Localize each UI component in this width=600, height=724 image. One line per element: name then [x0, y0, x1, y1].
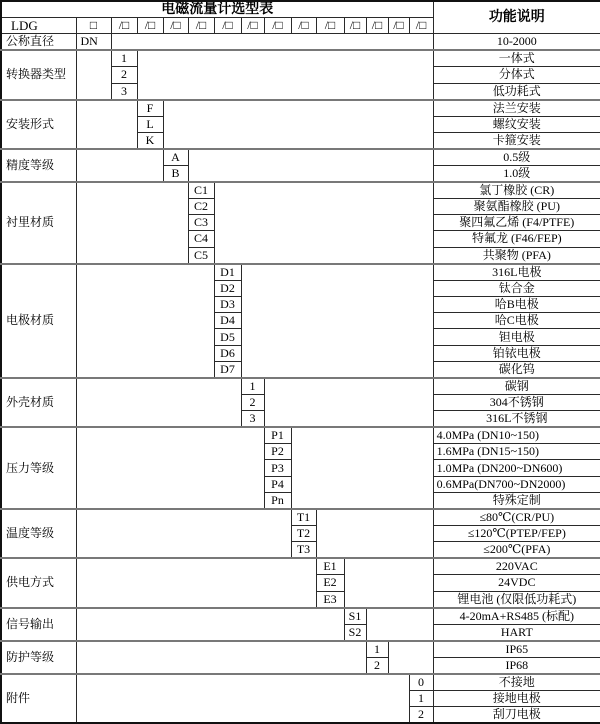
empty-right-span [366, 608, 433, 641]
empty-right-span [291, 427, 433, 509]
code-cell: B [163, 165, 188, 182]
code-cell: P2 [264, 444, 291, 460]
func-value: 哈B电极 [433, 296, 600, 312]
func-value: IP68 [433, 657, 600, 674]
func-value: 钽电极 [433, 329, 600, 345]
empty-left-span [76, 558, 316, 607]
code-cell: K [137, 132, 163, 149]
code-cell: D6 [214, 345, 241, 361]
empty-right-span [344, 558, 433, 607]
model-slot: /□ [366, 18, 388, 34]
empty-left-span [76, 427, 264, 509]
func-value: 1.0MPa (DN200~DN600) [433, 460, 600, 476]
code-cell: T3 [291, 542, 316, 559]
func-value: 304不锈钢 [433, 394, 600, 410]
func-header: 功能说明 [433, 1, 600, 34]
empty-right-span [264, 378, 433, 427]
func-value: 接地电极 [433, 690, 600, 706]
code-cell: P1 [264, 427, 291, 444]
empty-right-span [388, 641, 433, 674]
row-label: 衬里材质 [1, 182, 76, 264]
row-label: 精度等级 [1, 149, 76, 182]
func-value: 哈C电极 [433, 313, 600, 329]
model-slot: /□ [344, 18, 366, 34]
code-cell: C3 [188, 215, 214, 231]
empty-right-span [188, 149, 433, 182]
model-slot: /□ [163, 18, 188, 34]
empty-left-span [76, 264, 214, 378]
code-cell: C5 [188, 247, 214, 264]
model-slot: /□ [214, 18, 241, 34]
code-cell: A [163, 149, 188, 166]
func-value: 法兰安装 [433, 100, 600, 117]
code-cell: T2 [291, 525, 316, 541]
code-cell: C2 [188, 198, 214, 214]
row-label: 温度等级 [1, 509, 76, 558]
model-slot: /□ [264, 18, 291, 34]
model-box: □ [76, 18, 111, 34]
code-cell: T1 [291, 509, 316, 526]
func-value: 共聚物 (PFA) [433, 247, 600, 264]
func-value: 一体式 [433, 50, 600, 67]
func-value: 聚氨酯橡胶 (PU) [433, 198, 600, 214]
func-value: 分体式 [433, 67, 600, 83]
model-prefix: LDG [1, 18, 76, 34]
code-cell: 1 [409, 690, 433, 706]
code-cell: D7 [214, 361, 241, 378]
func-value: 钛合金 [433, 280, 600, 296]
code-cell: 3 [241, 411, 264, 428]
code-cell: 0 [409, 674, 433, 691]
code-cell: P3 [264, 460, 291, 476]
empty-right-span [316, 509, 433, 558]
code-cell: 2 [111, 67, 137, 83]
empty-left-span [76, 100, 137, 149]
func-value: 1.6MPa (DN15~150) [433, 444, 600, 460]
dn-empty-span [111, 34, 433, 51]
code-cell: S2 [344, 624, 366, 641]
empty-left-span [76, 509, 291, 558]
func-value: 0.5级 [433, 149, 600, 166]
func-value: 螺纹安装 [433, 116, 600, 132]
row-label: 信号输出 [1, 608, 76, 641]
code-cell: C1 [188, 182, 214, 199]
func-value: 特氟龙 (F46/FEP) [433, 231, 600, 247]
empty-left-span [76, 50, 111, 99]
empty-left-span [76, 608, 344, 641]
func-value: IP65 [433, 641, 600, 658]
code-cell: D3 [214, 296, 241, 312]
empty-right-span [214, 182, 433, 264]
empty-left-span [76, 378, 241, 427]
func-value: 24VDC [433, 575, 600, 591]
dn-code: DN [76, 34, 111, 51]
empty-left-span [76, 641, 366, 674]
func-value: 特殊定制 [433, 492, 600, 509]
empty-left-span [76, 182, 188, 264]
func-value: 氯丁橡胶 (CR) [433, 182, 600, 199]
code-cell: 1 [366, 641, 388, 658]
code-cell: 2 [366, 657, 388, 674]
func-value: 4.0MPa (DN10~150) [433, 427, 600, 444]
code-cell: D1 [214, 264, 241, 281]
func-value: 锂电池 (仅限低功耗式) [433, 591, 600, 608]
func-value: 碳钢 [433, 378, 600, 395]
empty-left-span [76, 149, 163, 182]
func-value: 不接地 [433, 674, 600, 691]
func-value: ≤80℃(CR/PU) [433, 509, 600, 526]
func-value: 1.0级 [433, 165, 600, 182]
model-slot: /□ [241, 18, 264, 34]
code-cell: P4 [264, 476, 291, 492]
empty-right-span [241, 264, 433, 378]
code-cell: 2 [409, 706, 433, 723]
func-value: 316L不锈钢 [433, 411, 600, 428]
row-label: 供电方式 [1, 558, 76, 607]
empty-left-span [76, 674, 409, 723]
empty-right-span [163, 100, 433, 149]
func-value: 220VAC [433, 558, 600, 575]
func-value: 0.6MPa(DN700~DN2000) [433, 476, 600, 492]
func-value: ≤200℃(PFA) [433, 542, 600, 559]
func-value: 铂铱电极 [433, 345, 600, 361]
code-cell: 3 [111, 83, 137, 100]
row-label: 电极材质 [1, 264, 76, 378]
func-value: ≤120℃(PTEP/FEP) [433, 525, 600, 541]
code-cell: E3 [316, 591, 344, 608]
row-label: 防护等级 [1, 641, 76, 674]
code-cell: 2 [241, 394, 264, 410]
code-cell: F [137, 100, 163, 117]
code-cell: Pn [264, 492, 291, 509]
row-label: 安装形式 [1, 100, 76, 149]
code-cell: E1 [316, 558, 344, 575]
code-cell: C4 [188, 231, 214, 247]
code-cell: S1 [344, 608, 366, 625]
model-slot: /□ [188, 18, 214, 34]
code-cell: D5 [214, 329, 241, 345]
model-slot: /□ [291, 18, 316, 34]
func-value: HART [433, 624, 600, 641]
code-cell: D4 [214, 313, 241, 329]
func-value: 4-20mA+RS485 (标配) [433, 608, 600, 625]
row-label: 压力等级 [1, 427, 76, 509]
code-cell: 1 [241, 378, 264, 395]
row-label: 附件 [1, 674, 76, 723]
model-slot: /□ [409, 18, 433, 34]
code-cell: 1 [111, 50, 137, 67]
func-value: 低功耗式 [433, 83, 600, 100]
code-cell: D2 [214, 280, 241, 296]
model-slot: /□ [316, 18, 344, 34]
row-label: 转换器类型 [1, 50, 76, 99]
code-cell: E2 [316, 575, 344, 591]
func-value: 刮刀电极 [433, 706, 600, 723]
func-value: 316L电极 [433, 264, 600, 281]
row-label: 外壳材质 [1, 378, 76, 427]
func-value-dn: 10-2000 [433, 34, 600, 51]
code-cell: L [137, 116, 163, 132]
model-slot: /□ [388, 18, 409, 34]
model-slot: /□ [111, 18, 137, 34]
row-label-dn: 公称直径 [1, 34, 76, 51]
empty-right-span [137, 50, 433, 99]
func-value: 聚四氟乙烯 (F4/PTFE) [433, 215, 600, 231]
func-value: 卡箍安装 [433, 132, 600, 149]
table-title: 电磁流量计选型表 [1, 1, 433, 18]
model-slot: /□ [137, 18, 163, 34]
func-value: 碳化钨 [433, 361, 600, 378]
